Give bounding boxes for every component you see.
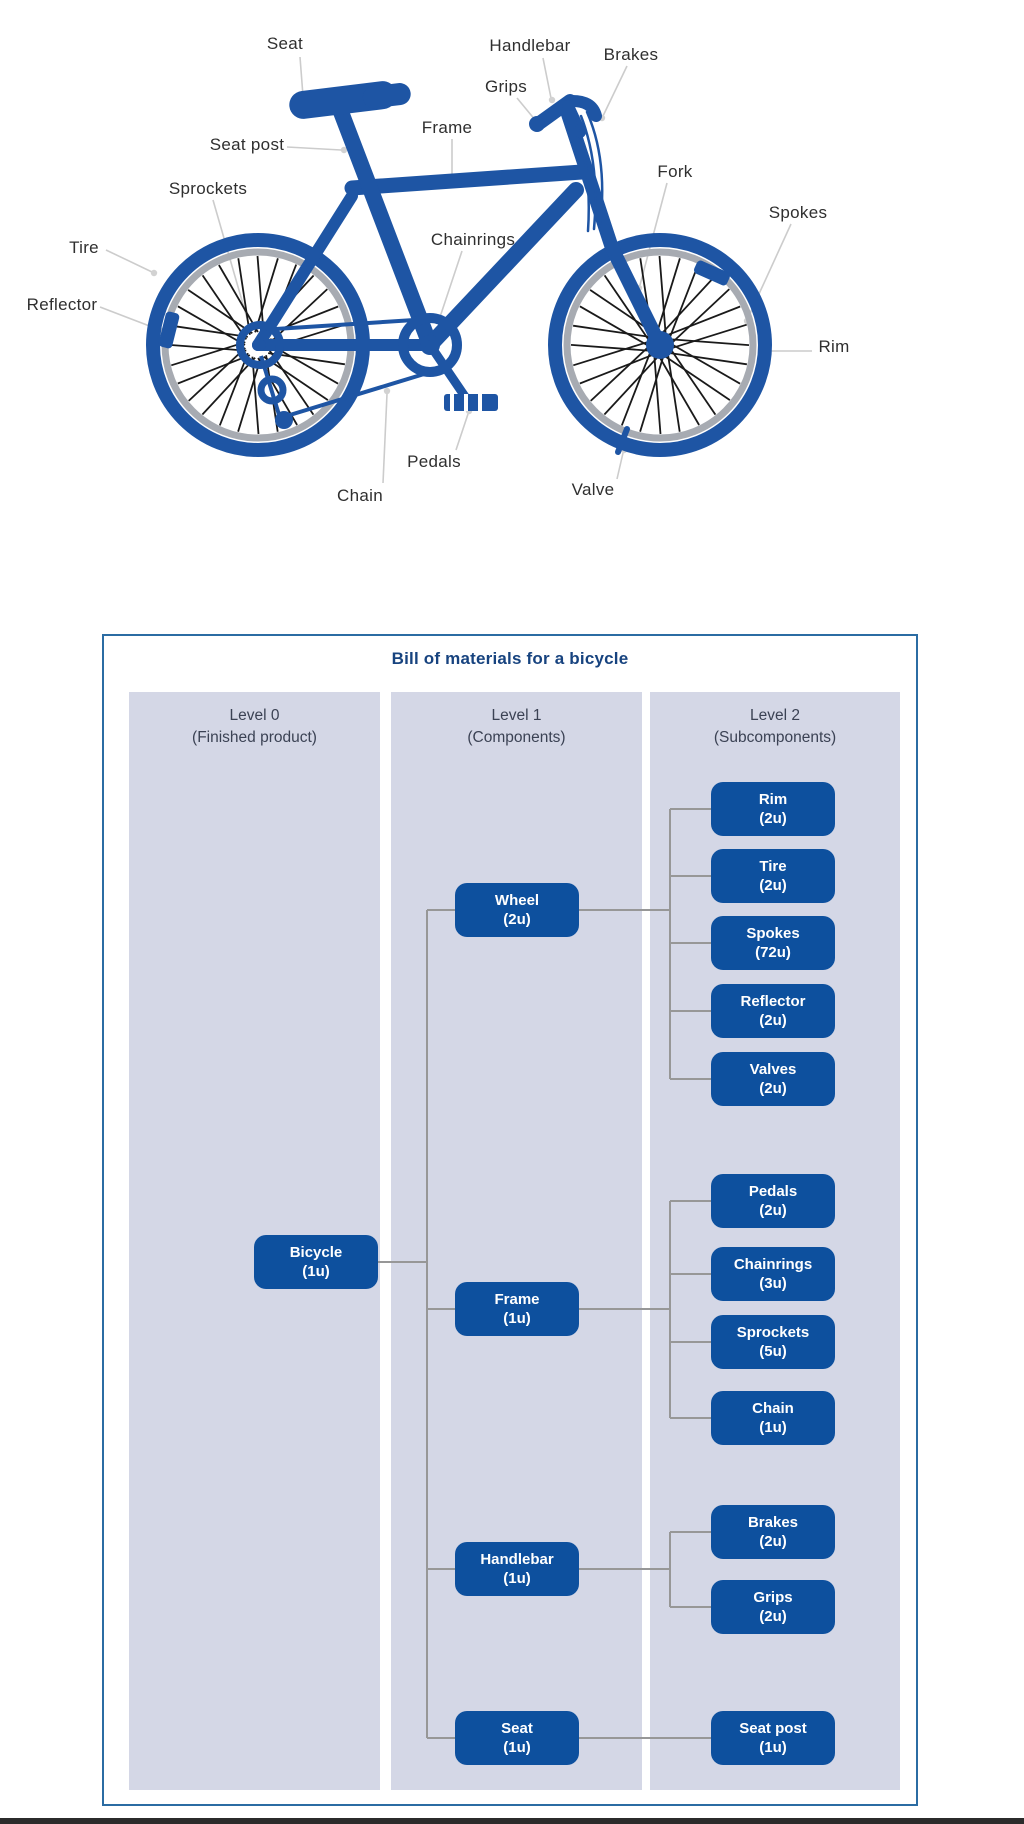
node-grips: Grips (2u)	[711, 1580, 835, 1634]
pedal-part	[444, 394, 498, 411]
label-pedals: Pedals	[407, 452, 461, 471]
label-seat: Seat	[266, 34, 304, 53]
node-wheel: Wheel (2u)	[455, 883, 579, 937]
label-chain: Chain	[337, 486, 383, 505]
node-pedals: Pedals (2u)	[711, 1174, 835, 1228]
label-tire: Tire	[69, 238, 99, 257]
node-seat-post: Seat post (1u)	[711, 1711, 835, 1765]
column-header-level-2: Level 2 (Subcomponents)	[713, 707, 837, 747]
node-rim: Rim (2u)	[711, 782, 835, 836]
image-bottom-edge	[0, 1818, 1024, 1824]
label-sprockets: Sprockets	[168, 179, 248, 198]
label-rim: Rim	[818, 337, 850, 356]
label-valve: Valve	[571, 480, 615, 499]
fork-part	[566, 108, 660, 345]
node-reflector: Reflector (2u)	[711, 984, 835, 1038]
node-frame: Frame (1u)	[455, 1282, 579, 1336]
node-chainrings: Chainrings (3u)	[711, 1247, 835, 1301]
label-reflector: Reflector	[26, 295, 98, 314]
node-handlebar: Handlebar (1u)	[455, 1542, 579, 1596]
label-spokes: Spokes	[768, 203, 828, 222]
column-header-level-0: Level 0 (Finished product)	[192, 707, 317, 747]
label-handlebar: Handlebar	[489, 36, 571, 55]
node-valves: Valves (2u)	[711, 1052, 835, 1106]
label-frame: Frame	[421, 118, 473, 137]
label-fork: Fork	[657, 162, 693, 181]
node-bicycle: Bicycle (1u)	[254, 1235, 378, 1289]
bicycle-parts-diagram	[0, 0, 1024, 632]
label-seat-post: Seat post	[209, 135, 285, 154]
label-grips: Grips	[484, 77, 528, 96]
bom-title: Bill of materials for a bicycle	[391, 649, 629, 668]
node-spokes: Spokes (72u)	[711, 916, 835, 970]
bill-of-materials-diagram	[102, 634, 918, 1806]
node-seat: Seat (1u)	[455, 1711, 579, 1765]
grip-part	[529, 116, 545, 132]
node-chain: Chain (1u)	[711, 1391, 835, 1445]
node-sprockets: Sprockets (5u)	[711, 1315, 835, 1369]
label-chainrings: Chainrings	[430, 230, 516, 249]
label-brakes: Brakes	[603, 45, 659, 64]
front-hub	[646, 331, 674, 359]
node-brakes: Brakes (2u)	[711, 1505, 835, 1559]
node-tire: Tire (2u)	[711, 849, 835, 903]
column-header-level-1: Level 1 (Components)	[467, 707, 566, 747]
